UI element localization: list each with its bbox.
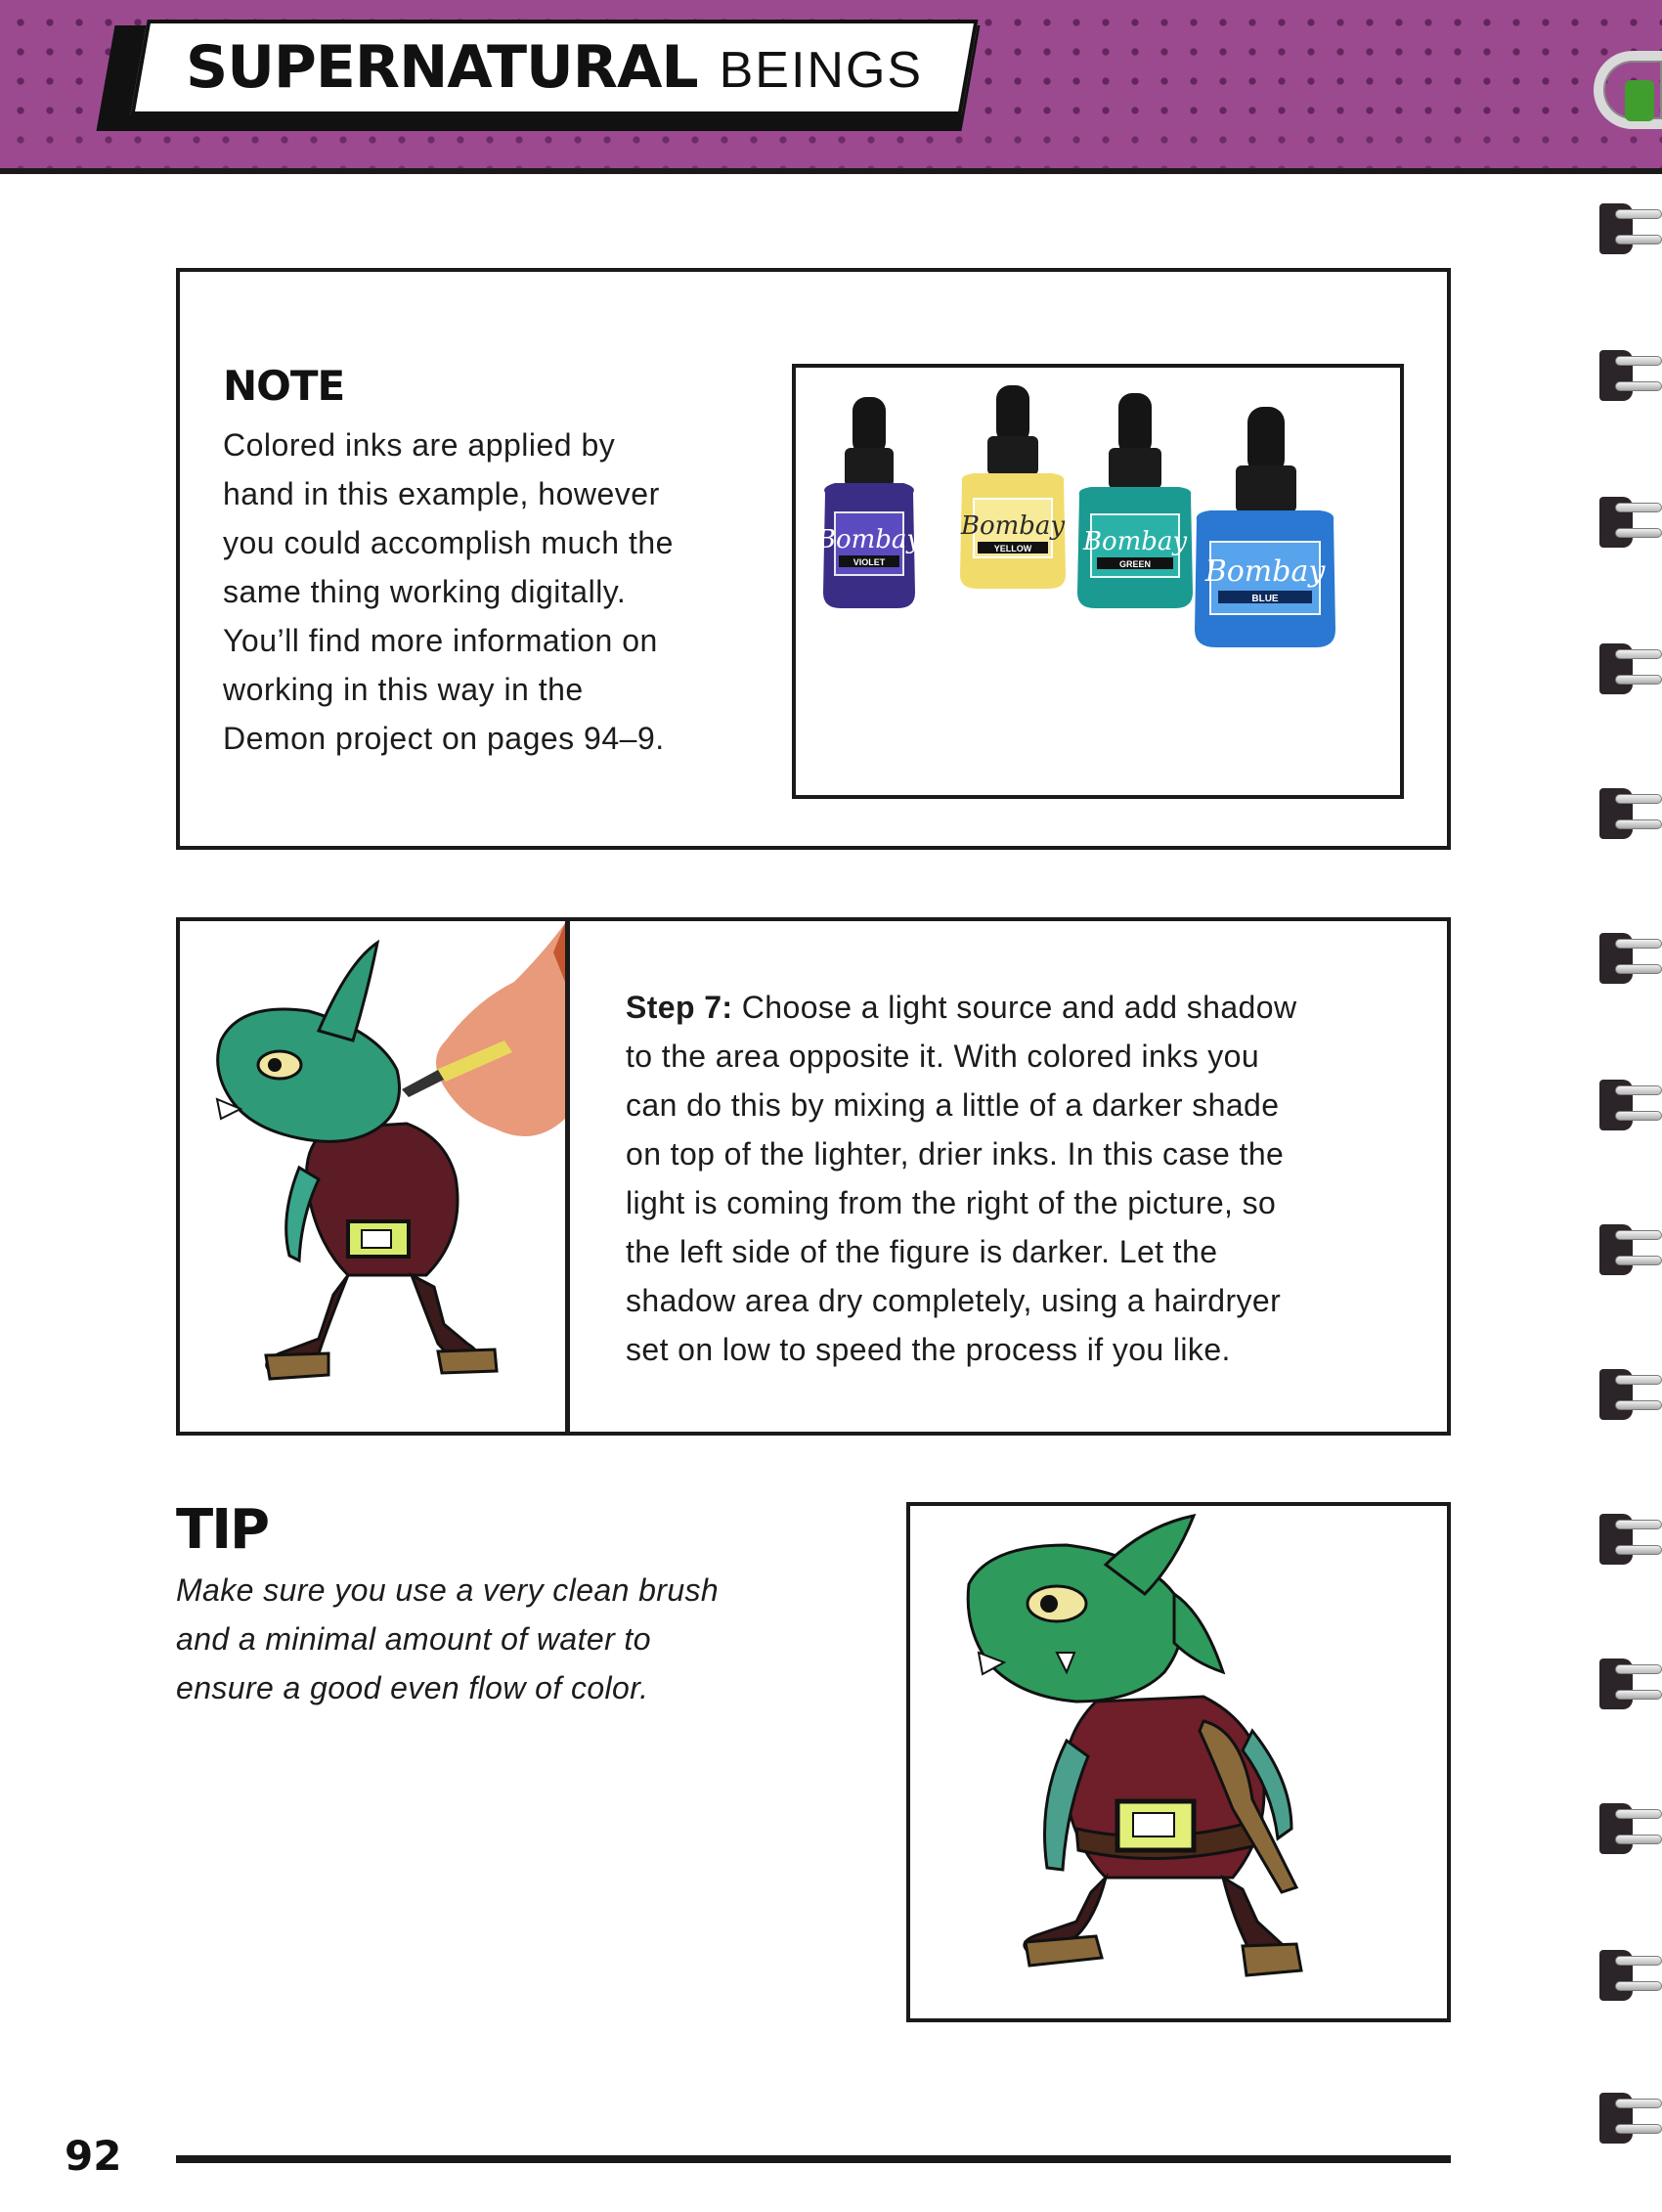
finished-goblin-picture [906, 1502, 1451, 2022]
spiral-ring [1596, 1363, 1662, 1426]
step-divider [565, 917, 570, 1436]
hand-holding-brush [402, 923, 565, 1136]
chapter-title-light: BEINGS [719, 42, 924, 99]
spiral-ring [1596, 198, 1662, 260]
spiral-ring [1596, 1074, 1662, 1136]
note-line: hand in this example, however [223, 476, 660, 511]
chapter-title [186, 33, 923, 111]
svg-text:Bombay: Bombay [816, 525, 922, 554]
ink-bottle-yellow [960, 385, 1066, 589]
spiral-ring [1596, 344, 1662, 407]
spiral-binding [1592, 0, 1662, 2212]
note-line: same thing working digitally. [223, 574, 627, 609]
chapter-title-bold: SUPERNATURAL [186, 33, 698, 102]
step-line: shadow area dry completely, using a hairdryer [626, 1283, 1282, 1318]
note-line: Demon project on pages 94–9. [223, 721, 665, 756]
page-number: 92 [65, 2132, 122, 2180]
svg-text:Bombay: Bombay [1204, 554, 1326, 589]
tip-line: ensure a good even flow of color. [176, 1670, 649, 1705]
spiral-ring [1596, 927, 1662, 990]
tip-line: and a minimal amount of water to [176, 1621, 651, 1657]
step-7-text [626, 983, 1408, 1374]
note-line: working in this way in the [223, 672, 584, 707]
tip-heading: TIP [176, 1498, 269, 1562]
tip-line: Make sure you use a very clean brush [176, 1572, 720, 1608]
spiral-top-tab [1625, 80, 1654, 121]
ink-bottle-violet [816, 397, 922, 608]
goblin-inking-illustration [182, 923, 565, 1430]
step-line [626, 983, 1408, 1032]
ink-bottles-photo [792, 364, 1404, 799]
note-line: You’ll find more information on [223, 623, 658, 658]
step-line: the left side of the figure is darker. Let the [626, 1234, 1218, 1269]
goblin-with-hand-drawing [182, 923, 565, 1430]
spiral-ring [1596, 782, 1662, 845]
spiral-ring [1596, 1218, 1662, 1281]
step-line: to the area opposite it. With colored inks you [626, 1039, 1260, 1074]
ink-bottle-blue [1195, 407, 1335, 647]
note-line: you could accomplish much the [223, 525, 674, 560]
spiral-ring [1596, 491, 1662, 553]
spiral-ring [1596, 638, 1662, 700]
svg-text:VIOLET: VIOLET [853, 557, 886, 567]
step-line: light is coming from the right of the picture, so [626, 1185, 1277, 1220]
step-line-text: Choose a light source and add shadow [741, 990, 1297, 1025]
footer-rule [176, 2155, 1451, 2163]
goblin-figure-final [968, 1516, 1301, 1975]
svg-text:GREEN: GREEN [1118, 559, 1152, 569]
spiral-ring [1596, 1944, 1662, 2007]
step-line: set on low to speed the process if you like. [626, 1332, 1231, 1367]
svg-text:BLUE: BLUE [1251, 594, 1279, 604]
spiral-ring [1596, 2087, 1662, 2149]
step-label: Step 7: [626, 990, 733, 1025]
svg-text:Bombay: Bombay [960, 511, 1066, 541]
svg-text:Bombay: Bombay [1082, 527, 1188, 556]
note-body [223, 420, 770, 763]
step-line: on top of the lighter, drier inks. In this case the [626, 1136, 1285, 1172]
step-line: can do this by mixing a little of a darker shade [626, 1087, 1280, 1123]
note-line: Colored inks are applied by [223, 427, 616, 463]
spiral-ring [1596, 1797, 1662, 1860]
ink-bottle-green [1077, 393, 1193, 608]
ink-bottles-illustration [796, 368, 1400, 795]
spiral-ring [1596, 1508, 1662, 1571]
tip-body [176, 1566, 860, 1712]
spiral-ring [1596, 1653, 1662, 1715]
goblin-illustration [910, 1506, 1447, 2018]
note-heading: NOTE [223, 362, 345, 410]
goblin-figure [217, 943, 497, 1379]
svg-text:YELLOW: YELLOW [993, 544, 1032, 553]
